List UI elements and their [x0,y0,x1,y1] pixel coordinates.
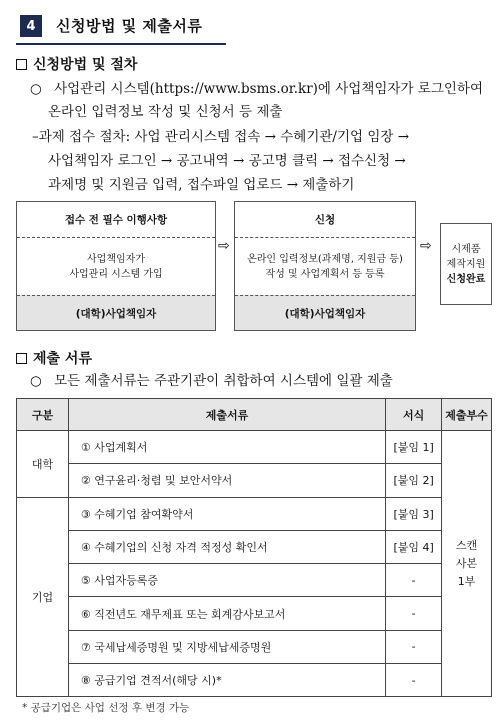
table-row: ⑦ 국세납세증명원 및 지방세납세증명원 - [17,630,492,663]
arrow-right-icon: ⇨ [420,238,432,254]
step1-footer: (대학)사업책임자 [17,295,215,330]
step2-title: 신청 [235,202,415,238]
step1-title: 접수 전 필수 이행사항 [17,202,215,238]
table-row: ② 연구윤리·청렴 및 보안서약서 [붙임 2] [17,464,492,497]
process-step-prereq [16,201,216,331]
step1-body: 사업책임자가 사업관리 시스템 가입 [69,253,163,280]
table-row: ④ 수혜기업의 신청 자격 적정성 확인서 [붙임 4] [17,530,492,563]
table-row: 대학 ① 사업계획서 [붙임 1] 스캔 사본 1부 [17,431,492,464]
table-row: ⑧ 공급기업 견적서(해당 시)* - [17,664,492,697]
arrow-right-icon: ⇨ [218,238,230,254]
group-company: 기업 [17,497,69,697]
table-header-row [17,399,492,431]
apply-line-3: –과제 접수 절차: 사업 관리시스템 접속 → 수혜기관/기업 임장 → [32,129,410,145]
circle-bullet-icon: ○ [30,81,42,97]
section-underline [16,43,226,45]
col-header-category: 구분 [17,399,69,431]
apply-line-1: ○ 사업관리 시스템(https://www.bsms.or.kr)에 사업책임자가 로그인하여 [30,81,483,97]
col-header-copies: 제출부수 [442,399,492,431]
apply-heading [16,54,137,74]
apply-line-4: 사업책임자 로그인 → 공고내역 → 공고명 클릭 → 접수신청 → [48,153,406,169]
square-bullet-icon [16,59,27,70]
table-row: ⑥ 직전년도 재무제표 또는 회계감사보고서 - [17,597,492,630]
docs-heading [16,348,92,368]
footnote: * 공급기업은 사업 선정 후 변경 가능 [22,702,190,714]
apply-line-5: 과제명 및 지원금 입력, 접수파일 업로드 → 제출하기 [48,177,355,193]
section-title: 신청방법 및 제출서류 [56,17,203,35]
section-header [16,10,488,40]
copies-cell: 스캔 사본 1부 [442,431,492,697]
col-header-form: 서식 [386,399,442,431]
apply-line-2: 온라인 입력정보 작성 및 신청서 등 제출 [48,104,283,120]
table-row: ⑤ 사업자등록증 - [17,564,492,597]
step2-body: 온라인 입력정보(과제명, 지원금 등) 작성 및 사업계획서 등 등록 [247,253,403,280]
docs-line: ○ 모든 제출서류는 주관기관이 취합하여 시스템에 일괄 제출 [30,373,393,389]
group-university: 대학 [17,431,69,498]
col-header-documents: 제출서류 [68,399,385,431]
table-row: 기업 ③ 수혜기업 참여확약서 [붙임 3] [17,497,492,530]
apply-heading-text: 신청방법 및 절차 [33,57,138,73]
process-step-apply [234,201,416,331]
square-bullet-icon [16,353,27,364]
section-number-badge: 4 [20,15,42,37]
step2-footer: (대학)사업책임자 [235,295,415,330]
documents-table [16,398,492,697]
process-final-box: 시제품 제작지원 신청완료 [440,223,492,305]
docs-heading-text: 제출 서류 [33,351,92,367]
circle-bullet-icon: ○ [30,373,42,389]
